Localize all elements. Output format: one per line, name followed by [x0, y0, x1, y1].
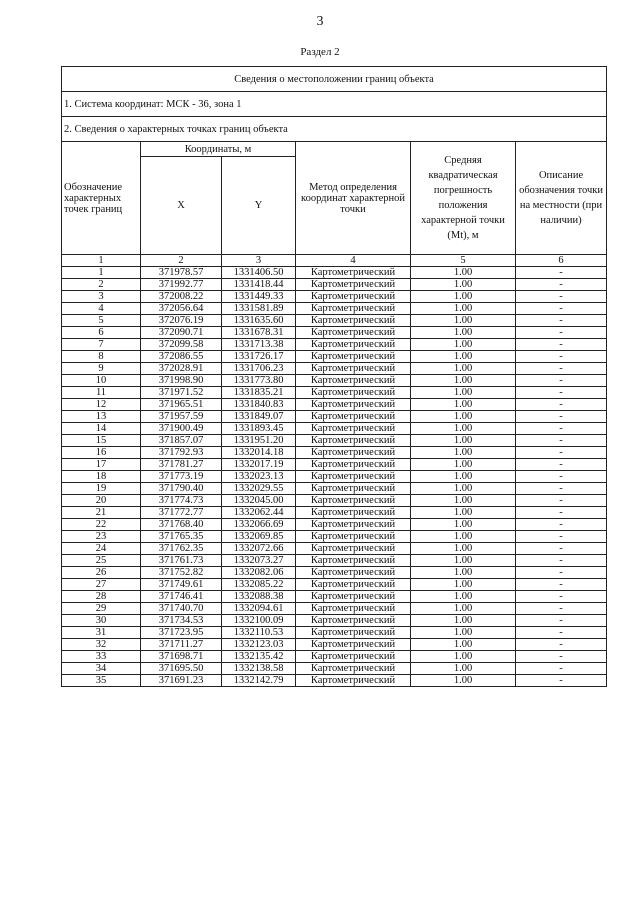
cell-x: 371695.50	[141, 663, 222, 675]
cell-x: 371698.71	[141, 651, 222, 663]
cell-method: Картометрический	[296, 303, 411, 315]
cell-description: -	[516, 627, 607, 639]
cell-accuracy: 1.00	[411, 471, 516, 483]
cell-accuracy: 1.00	[411, 603, 516, 615]
cell-method: Картометрический	[296, 339, 411, 351]
cell-accuracy: 1.00	[411, 387, 516, 399]
cell-description: -	[516, 591, 607, 603]
coord-system: 1. Система координат: МСК - 36, зона 1	[62, 92, 607, 117]
cell-y: 1332062.44	[222, 507, 296, 519]
table-row	[62, 603, 607, 615]
cell-y: 1332142.79	[222, 675, 296, 687]
cell-accuracy: 1.00	[411, 615, 516, 627]
header-row-1	[62, 142, 607, 157]
table-row	[62, 339, 607, 351]
cell-point-number: 23	[62, 531, 141, 543]
cell-point-number: 21	[62, 507, 141, 519]
cell-point-number: 8	[62, 351, 141, 363]
table-row	[62, 435, 607, 447]
column-number: 4	[296, 255, 411, 267]
cell-y: 1332100.09	[222, 615, 296, 627]
cell-description: -	[516, 423, 607, 435]
table-row	[62, 555, 607, 567]
cell-accuracy: 1.00	[411, 375, 516, 387]
cell-point-number: 5	[62, 315, 141, 327]
cell-description: -	[516, 483, 607, 495]
cell-description: -	[516, 279, 607, 291]
cell-point-number: 29	[62, 603, 141, 615]
table-title-row	[62, 67, 607, 92]
cell-point-number: 34	[62, 663, 141, 675]
table-row	[62, 507, 607, 519]
cell-x: 371965.51	[141, 399, 222, 411]
cell-method: Картометрический	[296, 387, 411, 399]
cell-y: 1331635.60	[222, 315, 296, 327]
cell-accuracy: 1.00	[411, 315, 516, 327]
cell-accuracy: 1.00	[411, 507, 516, 519]
cell-y: 1331418.44	[222, 279, 296, 291]
cell-y: 1331835.21	[222, 387, 296, 399]
cell-method: Картометрический	[296, 663, 411, 675]
cell-y: 1332023.13	[222, 471, 296, 483]
cell-x: 371761.73	[141, 555, 222, 567]
cell-method: Картометрический	[296, 519, 411, 531]
cell-point-number: 6	[62, 327, 141, 339]
cell-y: 1331449.33	[222, 291, 296, 303]
cell-description: -	[516, 363, 607, 375]
cell-y: 1332088.38	[222, 591, 296, 603]
header-accuracy: Средняя квадратическая погрешность положения характерной точки (Mt), м	[411, 142, 516, 255]
table-row	[62, 363, 607, 375]
cell-y: 1332069.85	[222, 531, 296, 543]
cell-x: 372056.64	[141, 303, 222, 315]
table-row	[62, 267, 607, 279]
cell-y: 1332123.03	[222, 639, 296, 651]
cell-accuracy: 1.00	[411, 543, 516, 555]
cell-method: Картометрический	[296, 567, 411, 579]
cell-method: Картометрический	[296, 507, 411, 519]
cell-accuracy: 1.00	[411, 567, 516, 579]
cell-x: 371998.90	[141, 375, 222, 387]
cell-y: 1332029.55	[222, 483, 296, 495]
cell-x: 372028.91	[141, 363, 222, 375]
cell-description: -	[516, 579, 607, 591]
cell-x: 371978.57	[141, 267, 222, 279]
cell-method: Картометрический	[296, 279, 411, 291]
column-number: 5	[411, 255, 516, 267]
cell-accuracy: 1.00	[411, 675, 516, 687]
cell-point-number: 9	[62, 363, 141, 375]
table-row	[62, 627, 607, 639]
cell-x: 371957.59	[141, 411, 222, 423]
cell-point-number: 31	[62, 627, 141, 639]
cell-method: Картометрический	[296, 639, 411, 651]
cell-x: 371790.40	[141, 483, 222, 495]
cell-x: 371857.07	[141, 435, 222, 447]
cell-method: Картометрический	[296, 399, 411, 411]
cell-description: -	[516, 387, 607, 399]
table-row	[62, 315, 607, 327]
cell-accuracy: 1.00	[411, 483, 516, 495]
cell-description: -	[516, 651, 607, 663]
cell-description: -	[516, 351, 607, 363]
cell-method: Картометрический	[296, 267, 411, 279]
cell-y: 1331713.38	[222, 339, 296, 351]
cell-y: 1332135.42	[222, 651, 296, 663]
cell-x: 371774.73	[141, 495, 222, 507]
cell-y: 1332014.18	[222, 447, 296, 459]
cell-accuracy: 1.00	[411, 267, 516, 279]
cell-method: Картометрический	[296, 495, 411, 507]
cell-x: 372008.22	[141, 291, 222, 303]
cell-accuracy: 1.00	[411, 495, 516, 507]
page-number: 3	[316, 14, 324, 29]
cell-description: -	[516, 315, 607, 327]
table-row	[62, 675, 607, 687]
cell-point-number: 4	[62, 303, 141, 315]
cell-accuracy: 1.00	[411, 351, 516, 363]
table-row	[62, 327, 607, 339]
cell-y: 1331706.23	[222, 363, 296, 375]
cell-accuracy: 1.00	[411, 447, 516, 459]
cell-x: 371900.49	[141, 423, 222, 435]
cell-x: 371762.35	[141, 543, 222, 555]
cell-accuracy: 1.00	[411, 339, 516, 351]
column-number: 1	[62, 255, 141, 267]
cell-x: 371740.70	[141, 603, 222, 615]
cell-description: -	[516, 675, 607, 687]
table-row	[62, 387, 607, 399]
table-row	[62, 459, 607, 471]
cell-method: Картометрический	[296, 327, 411, 339]
cell-point-number: 35	[62, 675, 141, 687]
cell-point-number: 12	[62, 399, 141, 411]
table-row	[62, 651, 607, 663]
cell-method: Картометрический	[296, 579, 411, 591]
table-row	[62, 519, 607, 531]
cell-accuracy: 1.00	[411, 327, 516, 339]
table-row	[62, 639, 607, 651]
cell-description: -	[516, 531, 607, 543]
cell-point-number: 1	[62, 267, 141, 279]
cell-point-number: 27	[62, 579, 141, 591]
cell-x: 371711.27	[141, 639, 222, 651]
cell-description: -	[516, 615, 607, 627]
cell-point-number: 19	[62, 483, 141, 495]
cell-x: 371992.77	[141, 279, 222, 291]
cell-point-number: 15	[62, 435, 141, 447]
cell-x: 372086.55	[141, 351, 222, 363]
cell-point-number: 28	[62, 591, 141, 603]
cell-description: -	[516, 495, 607, 507]
cell-point-number: 33	[62, 651, 141, 663]
cell-description: -	[516, 639, 607, 651]
cell-y: 1331893.45	[222, 423, 296, 435]
cell-x: 371792.93	[141, 447, 222, 459]
cell-y: 1332094.61	[222, 603, 296, 615]
cell-method: Картометрический	[296, 291, 411, 303]
cell-description: -	[516, 471, 607, 483]
cell-method: Картометрический	[296, 555, 411, 567]
header-description: Описание обозначения точки на местности (при наличии)	[516, 142, 607, 255]
cell-x: 371752.82	[141, 567, 222, 579]
table-row	[62, 399, 607, 411]
cell-y: 1332072.66	[222, 543, 296, 555]
cell-y: 1331951.20	[222, 435, 296, 447]
cell-accuracy: 1.00	[411, 423, 516, 435]
cell-point-number: 22	[62, 519, 141, 531]
cell-method: Картометрический	[296, 591, 411, 603]
cell-accuracy: 1.00	[411, 291, 516, 303]
cell-description: -	[516, 339, 607, 351]
cell-method: Картометрический	[296, 675, 411, 687]
cell-y: 1331840.83	[222, 399, 296, 411]
table-row	[62, 375, 607, 387]
cell-accuracy: 1.00	[411, 555, 516, 567]
cell-accuracy: 1.00	[411, 579, 516, 591]
cell-point-number: 13	[62, 411, 141, 423]
column-number: 3	[222, 255, 296, 267]
cell-point-number: 25	[62, 555, 141, 567]
cell-x: 371734.53	[141, 615, 222, 627]
cell-x: 372099.58	[141, 339, 222, 351]
cell-description: -	[516, 327, 607, 339]
cell-accuracy: 1.00	[411, 591, 516, 603]
cell-description: -	[516, 291, 607, 303]
cell-description: -	[516, 603, 607, 615]
header-y: Y	[222, 157, 296, 255]
cell-method: Картометрический	[296, 627, 411, 639]
cell-description: -	[516, 375, 607, 387]
cell-y: 1332082.06	[222, 567, 296, 579]
cell-accuracy: 1.00	[411, 459, 516, 471]
cell-description: -	[516, 555, 607, 567]
column-number-row	[62, 255, 607, 267]
header-method: Метод определения координат характерной точки	[296, 142, 411, 255]
cell-description: -	[516, 567, 607, 579]
header-coordinates: Координаты, м	[141, 142, 296, 157]
coord-system-row	[62, 92, 607, 117]
cell-point-number: 26	[62, 567, 141, 579]
cell-description: -	[516, 663, 607, 675]
cell-method: Картометрический	[296, 483, 411, 495]
cell-description: -	[516, 447, 607, 459]
table-row	[62, 663, 607, 675]
table-row	[62, 615, 607, 627]
cell-method: Картометрический	[296, 411, 411, 423]
cell-x: 371773.19	[141, 471, 222, 483]
cell-point-number: 10	[62, 375, 141, 387]
cell-point-number: 11	[62, 387, 141, 399]
cell-point-number: 16	[62, 447, 141, 459]
cell-y: 1331406.50	[222, 267, 296, 279]
cell-accuracy: 1.00	[411, 399, 516, 411]
cell-accuracy: 1.00	[411, 531, 516, 543]
table-row	[62, 579, 607, 591]
cell-point-number: 24	[62, 543, 141, 555]
cell-method: Картометрический	[296, 459, 411, 471]
cell-y: 1332017.19	[222, 459, 296, 471]
cell-accuracy: 1.00	[411, 639, 516, 651]
cell-accuracy: 1.00	[411, 519, 516, 531]
cell-method: Картометрический	[296, 543, 411, 555]
cell-y: 1331849.07	[222, 411, 296, 423]
cell-point-number: 30	[62, 615, 141, 627]
cell-y: 1331726.17	[222, 351, 296, 363]
cell-x: 371781.27	[141, 459, 222, 471]
cell-accuracy: 1.00	[411, 627, 516, 639]
table-title: Сведения о местоположении границ объекта	[62, 67, 607, 92]
cell-accuracy: 1.00	[411, 435, 516, 447]
cell-x: 371772.77	[141, 507, 222, 519]
cell-description: -	[516, 459, 607, 471]
cell-point-number: 2	[62, 279, 141, 291]
cell-accuracy: 1.00	[411, 663, 516, 675]
cell-method: Картометрический	[296, 315, 411, 327]
table-row	[62, 351, 607, 363]
cell-point-number: 14	[62, 423, 141, 435]
cell-method: Картометрический	[296, 447, 411, 459]
table-row	[62, 543, 607, 555]
column-number: 2	[141, 255, 222, 267]
cell-accuracy: 1.00	[411, 411, 516, 423]
cell-x: 371768.40	[141, 519, 222, 531]
points-heading: 2. Сведения о характерных точках границ объекта	[62, 117, 607, 142]
cell-method: Картометрический	[296, 351, 411, 363]
cell-y: 1332045.00	[222, 495, 296, 507]
cell-x: 371746.41	[141, 591, 222, 603]
cell-description: -	[516, 543, 607, 555]
cell-y: 1331678.31	[222, 327, 296, 339]
table-row	[62, 279, 607, 291]
table-row	[62, 471, 607, 483]
cell-method: Картометрический	[296, 531, 411, 543]
cell-y: 1332110.53	[222, 627, 296, 639]
section-title: Раздел 2	[300, 46, 340, 58]
cell-method: Картометрический	[296, 651, 411, 663]
cell-description: -	[516, 411, 607, 423]
cell-point-number: 7	[62, 339, 141, 351]
cell-point-number: 32	[62, 639, 141, 651]
cell-y: 1332066.69	[222, 519, 296, 531]
cell-description: -	[516, 435, 607, 447]
cell-x: 372076.19	[141, 315, 222, 327]
cell-x: 372090.71	[141, 327, 222, 339]
points-heading-row	[62, 117, 607, 142]
table-row	[62, 411, 607, 423]
cell-y: 1331581.89	[222, 303, 296, 315]
cell-point-number: 18	[62, 471, 141, 483]
header-x: X	[141, 157, 222, 255]
cell-accuracy: 1.00	[411, 363, 516, 375]
cell-description: -	[516, 519, 607, 531]
table-row	[62, 423, 607, 435]
cell-description: -	[516, 507, 607, 519]
cell-accuracy: 1.00	[411, 279, 516, 291]
cell-method: Картометрический	[296, 435, 411, 447]
cell-x: 371723.95	[141, 627, 222, 639]
cell-method: Картометрический	[296, 375, 411, 387]
cell-y: 1332073.27	[222, 555, 296, 567]
cell-method: Картометрический	[296, 423, 411, 435]
cell-point-number: 3	[62, 291, 141, 303]
cell-description: -	[516, 303, 607, 315]
cell-x: 371765.35	[141, 531, 222, 543]
cell-y: 1332138.58	[222, 663, 296, 675]
cell-y: 1332085.22	[222, 579, 296, 591]
table-row	[62, 447, 607, 459]
table-row	[62, 303, 607, 315]
table-row	[62, 567, 607, 579]
cell-method: Картометрический	[296, 471, 411, 483]
cell-method: Картометрический	[296, 603, 411, 615]
cell-description: -	[516, 267, 607, 279]
cell-method: Картометрический	[296, 615, 411, 627]
table-row	[62, 483, 607, 495]
cell-accuracy: 1.00	[411, 303, 516, 315]
cell-x: 371749.61	[141, 579, 222, 591]
column-number: 6	[516, 255, 607, 267]
table-row	[62, 531, 607, 543]
cell-method: Картометрический	[296, 363, 411, 375]
cell-x: 371971.52	[141, 387, 222, 399]
cell-accuracy: 1.00	[411, 651, 516, 663]
cell-description: -	[516, 399, 607, 411]
cell-x: 371691.23	[141, 675, 222, 687]
boundary-points-table	[61, 66, 607, 687]
cell-point-number: 20	[62, 495, 141, 507]
table-row	[62, 591, 607, 603]
header-point-designation: Обозначение характерных точек границ	[62, 142, 141, 255]
cell-point-number: 17	[62, 459, 141, 471]
table-row	[62, 291, 607, 303]
cell-y: 1331773.80	[222, 375, 296, 387]
table-row	[62, 495, 607, 507]
